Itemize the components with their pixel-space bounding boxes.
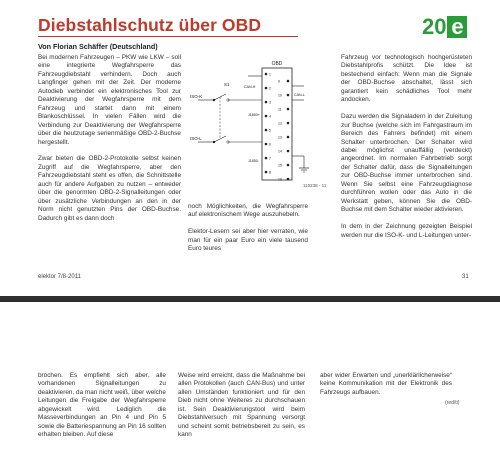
article-column-3: Fahrzeug vor technologisch hochgerüsteten Diebstahlprofis schützt. Die Idee ist bestechend einfach: Wenn man die Signale der OBD-Buchse abschaltet, lässt sich garantiert kein schädliches Tool mehr andocken. Dazu werden die Signaladern in der Zuleitung zur Buchse (welche sich im Fahrgastraum im Bereich des Fahrers befindet) mit einem Schalter unterbrochen. Der Schalter wird dabei möglichst unauffällig (verdeckt) angeordnet. Im normalen Fahrbetrieb sorgt der Schalter dafür, dass die Signalleitungen zur OBD-Buchse immer unterbrochen sind. Wenn Sie selbst eine Fahrzeugdiagnose durchführen wollen oder das Auto in die Werkstatt geben, können Sie die OBD-Buchse mit dem Schalter wieder aktivieren. In dem in der Zeichnung gezeigten Beispiel werden nur die ISO-K- und L-Leitungen unter- xyxy=(341,54,472,239)
obd-pin xyxy=(287,164,290,167)
title-rule xyxy=(38,36,298,37)
obd-pin-number: 15 xyxy=(278,163,282,168)
obd-pin-number: 5 xyxy=(269,128,271,133)
obd-pin xyxy=(265,115,268,118)
obd-pin-number: 9 xyxy=(278,79,280,84)
obd-pin-number: 4 xyxy=(269,114,271,119)
iso-l-label: ISO-L xyxy=(190,136,202,141)
obd-pin-number: 13 xyxy=(278,135,282,140)
obd-pin xyxy=(265,171,268,174)
obd-pin xyxy=(265,87,268,90)
obd-label: OBD xyxy=(271,61,283,67)
obd-pin-number: 1 xyxy=(269,72,271,77)
footer-page-number: 31 xyxy=(462,274,469,280)
article-number-logo xyxy=(422,14,467,40)
article-column-1: Bei modernen Fahrzeugen – PKW wie LKW – soll eine integrierte Wegfahrsperre das Fahrzeugdiebstahl verhindern. Doch auch Langfinger gehen mit der Zeit. Der moderne Autodieb verbindet ein elektronisches Tool zur Deaktivierung der Wegfahrsperre mit dem Fahrzeug und startet dann mit einem Blankoschlüssel. In vielen Fällen wird die Verbindung zur Deaktivierung der Wegfahrsperre über die heutzutage serienmäßige OBD-2-Buchse hergestellt. Zwar bieten die OBD-2-Protokolle selbst keinen Zugriff auf die Wegfahrsperre, aber den Fahrzeugdiebstahl steht es offen, die Schnittstelle auch für andere Aufgaben zu nutzen – entweder über die genormten OBD-2-Signalleitungen oder über zusätzliche Verbindungen an den in der Norm nicht genutzten Pins der OBD-Buchse. Dadurch gibt es dann doch xyxy=(38,54,181,222)
obd-pin xyxy=(287,94,290,97)
footer-issue: elektor 7/8-2011 xyxy=(38,274,81,280)
byline: Von Florian Schäffer (Deutschland) xyxy=(38,42,158,51)
obd-pin xyxy=(287,80,290,83)
obd-pin xyxy=(287,122,290,125)
obd-pin xyxy=(265,73,268,76)
obd-pin-number: 6 xyxy=(269,142,271,147)
continuation-column-2: Weise wird erreicht, dass die Maßnahme bei allen Protokollen (auch CAN-Bus) und unter allen Umständen funktioniert und für den Dieb nicht ohne Weiteres zu durchschauen ist. Sein Deaktivierungstool wird beim Diebstahlversuch mit Spannung versorgt und scheint somit betriebsbereit zu sein, es kann xyxy=(178,372,305,439)
obd-pin xyxy=(287,178,290,181)
obd-pin-number: 11 xyxy=(278,107,282,112)
obd-pin-number: 12 xyxy=(278,121,282,126)
obd-pin-number: 10 xyxy=(278,93,282,98)
obd-pin-number: 16 xyxy=(278,177,282,182)
obd-pin xyxy=(265,101,268,104)
article-column-2: noch Möglichkeiten, die Wegfahrsperre auf elektronischem Wege auszuhebeln. Elektor-Lesern sei aber hier verraten, wie man für ein paar Euro ein viele tausend Euro teures xyxy=(188,203,308,253)
continuation-page xyxy=(0,302,500,459)
continuation-column-1: brochen. Es empfiehlt sich aber, alle vorhandenen Signalleitungen zu deaktivieren, da man nicht weiß, über welche Leitungen die Freigabe der Wegfahrsperre abgewickelt wird. Lediglich die Masseverbindungen an Pin 4 und Pin 5 sowie die Batteriespannung an Pin 16 sollten erhalten bleiben. Auf diese xyxy=(38,372,166,439)
editor-credit: (red/ti) xyxy=(445,400,460,406)
circuit-diagram xyxy=(188,56,316,194)
obd-pin xyxy=(265,157,268,160)
elektor-e-icon: e xyxy=(447,16,467,38)
obd-pin xyxy=(265,143,268,146)
circuit-caption: 110238 - 11 xyxy=(303,183,327,188)
article-title: Diebstahlschutz über OBD xyxy=(38,15,262,35)
article-number: 20 xyxy=(422,14,447,39)
obd-pin-number: 14 xyxy=(278,149,282,154)
obd-pin xyxy=(265,129,268,132)
continuation-column-3: aber wider Erwarten und „unerklärlicherweise“ keine Kommunikation mit der Elektronik des Fahrzeugs aufbauen. xyxy=(320,372,452,396)
j1850-plus-label: J1850+ xyxy=(248,113,260,117)
obd-pin-number: 8 xyxy=(269,170,271,175)
s1-label: S1 xyxy=(224,82,230,87)
obd-pin xyxy=(287,136,290,139)
obd-pin xyxy=(287,150,290,153)
obd-pin xyxy=(287,108,290,111)
obd-pin-number: 7 xyxy=(269,156,271,161)
iso-k-label: ISO-K xyxy=(190,94,203,99)
j1850-minus-label: J1850- xyxy=(248,159,259,163)
obd-pin-number: 2 xyxy=(269,86,271,91)
obd-pin-number: 3 xyxy=(269,100,271,105)
can-h-label: CAN-H xyxy=(244,85,256,89)
can-l-label: CAN-L xyxy=(294,93,305,97)
